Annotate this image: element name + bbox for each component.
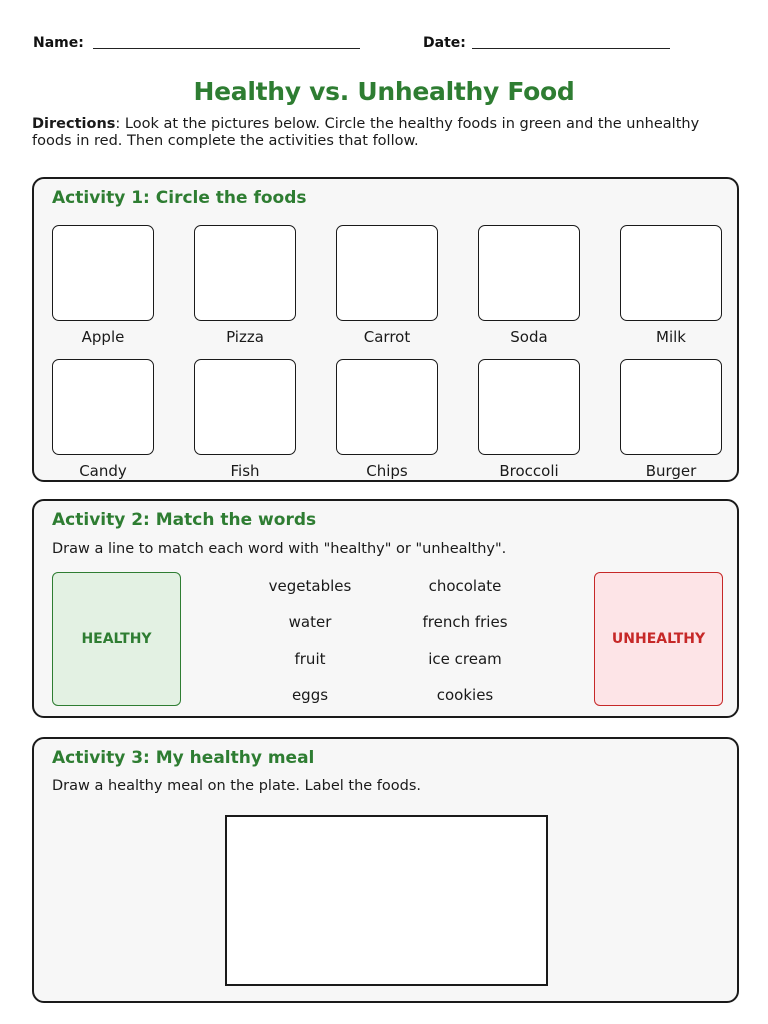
date-field[interactable] [472, 48, 670, 49]
name-label: Name: [33, 35, 84, 51]
food-picture-box-fish[interactable] [194, 359, 296, 455]
match-word-cookies[interactable]: cookies [436, 686, 494, 704]
food-label-burger: Burger [645, 462, 697, 480]
food-picture-box-chips[interactable] [336, 359, 438, 455]
food-picture-box-pizza[interactable] [194, 225, 296, 321]
match-word-water[interactable]: water [288, 613, 332, 631]
match-word-french-fries[interactable]: french fries [422, 613, 508, 631]
activity-3-instructions: Draw a healthy meal on the plate. Label the foods. [52, 778, 421, 794]
activity-3-title: Activity 3: My healthy meal [52, 748, 315, 768]
activity-2-title: Activity 2: Match the words [52, 510, 317, 530]
food-picture-box-soda[interactable] [478, 225, 580, 321]
food-label-fish: Fish [230, 462, 260, 480]
match-word-ice-cream[interactable]: ice cream [428, 650, 502, 668]
food-label-milk: Milk [656, 328, 686, 346]
match-word-vegetables[interactable]: vegetables [268, 577, 352, 595]
date-label: Date: [423, 35, 466, 51]
food-label-apple: Apple [81, 328, 125, 346]
match-word-eggs[interactable]: eggs [291, 686, 329, 704]
food-label-carrot: Carrot [363, 328, 411, 346]
directions-label: Directions [32, 116, 116, 132]
food-picture-box-carrot[interactable] [336, 225, 438, 321]
activity-1-title: Activity 1: Circle the foods [52, 188, 307, 208]
match-word-chocolate[interactable]: chocolate [428, 577, 502, 595]
match-word-fruit[interactable]: fruit [294, 650, 326, 668]
food-label-candy: Candy [79, 462, 127, 480]
food-label-pizza: Pizza [226, 328, 264, 346]
food-picture-box-milk[interactable] [620, 225, 722, 321]
healthy-box[interactable]: HEALTHY [52, 572, 181, 706]
meal-drawing-area[interactable] [225, 815, 548, 986]
food-picture-box-candy[interactable] [52, 359, 154, 455]
food-picture-box-apple[interactable] [52, 225, 154, 321]
directions [32, 116, 742, 150]
food-picture-box-broccoli[interactable] [478, 359, 580, 455]
food-label-broccoli: Broccoli [499, 462, 559, 480]
food-picture-box-burger[interactable] [620, 359, 722, 455]
name-field[interactable] [93, 48, 360, 49]
directions-text: : Look at the pictures below. Circle the healthy foods in green and the unhealthy foods in red. Then complete the activities that follow. [32, 116, 700, 149]
unhealthy-box[interactable]: UNHEALTHY [594, 572, 723, 706]
food-label-soda: Soda [510, 328, 548, 346]
page-title: Healthy vs. Unhealthy Food [193, 77, 575, 106]
food-label-chips: Chips [366, 462, 408, 480]
activity-2-instructions: Draw a line to match each word with "healthy" or "unhealthy". [52, 541, 507, 557]
